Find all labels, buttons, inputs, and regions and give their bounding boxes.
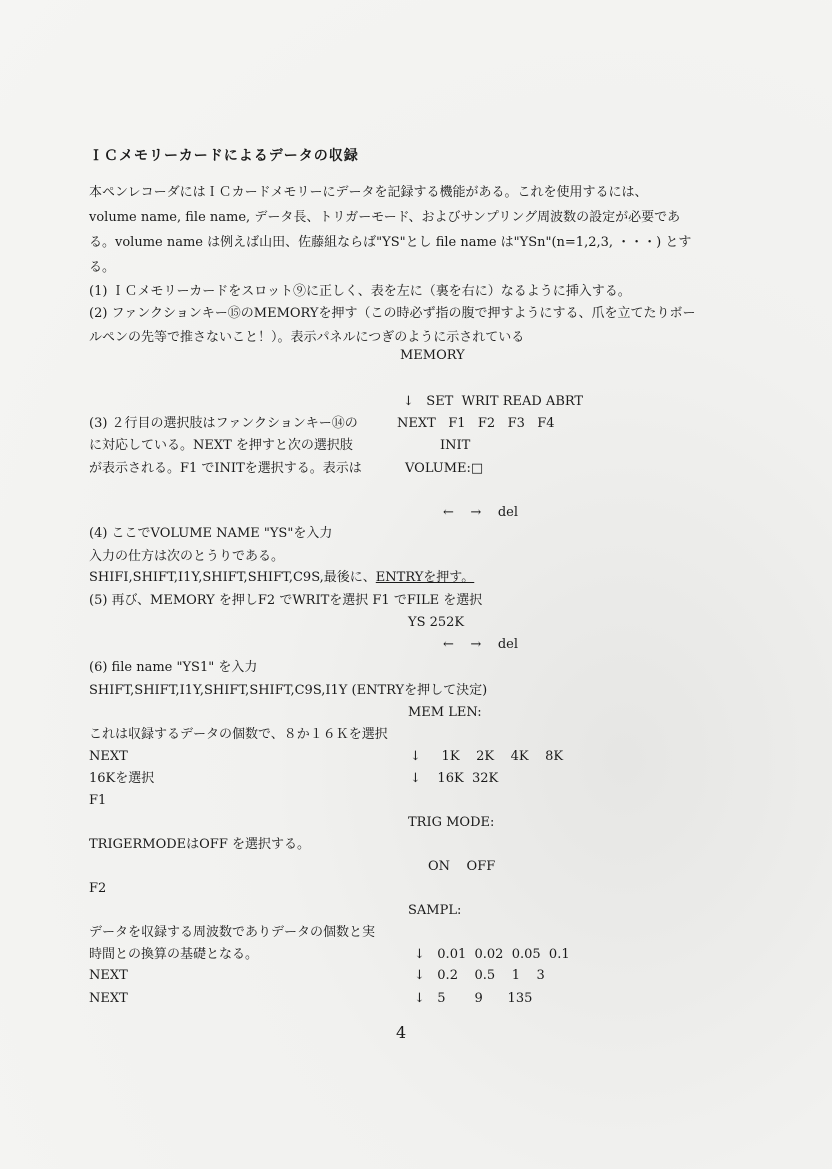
display-ys: YS 252K (408, 615, 465, 630)
sampl-description: 時間との換算の基礎となる。 (89, 947, 259, 962)
display-arrows: ← → del (443, 637, 519, 652)
display-init: INIT (440, 438, 471, 453)
display-volume: VOLUME:□ (405, 461, 484, 476)
display-trig: TRIG MODE: (408, 815, 495, 830)
step-2-line: (2) ファンクションキー⑮のMEMORYを押す（この時必ず指の腹で押すようにする、爪を立てたりボー (89, 306, 696, 321)
display-menu-keys: NEXT F1 F2 F3 F4 (397, 416, 555, 431)
display-menu-row: ↓ SET WRIT READ ABRT (403, 394, 584, 409)
step-1: (1) ＩＣメモリーカードをスロット⑨に正しく、表を左に（裏を右に）なるように挿入する。 (89, 284, 631, 299)
display-sampl-row: ↓ 0.2 0.5 1 3 (414, 968, 545, 983)
entry-instruction: ENTRYを押す。 (375, 570, 475, 585)
memlen-description: これは収録するデータの個数で、８か１６Ｋを選択 (89, 727, 388, 742)
intro-line: 本ペンレコーダにはＩＣカードメモリーにデータを記録する機能がある。これを使用するには、 (89, 185, 648, 200)
key-next: NEXT (89, 991, 128, 1006)
section-title: ＩＣメモリーカードによるデータの収録 (89, 148, 359, 164)
step-3-line: (3) ２行目の選択肢はファンクションキー⑭の (89, 416, 358, 431)
trig-description: TRIGERMODEはOFF を選択する。 (89, 837, 310, 852)
key-next: NEXT (89, 968, 128, 983)
intro-line: volume name, file name, データ長、トリガーモード、およびサンプリング周波数の設定が必要であ (89, 210, 681, 225)
sampl-description: データを収録する周波数でありデータの個数と実 (89, 925, 376, 940)
display-memlen: MEM LEN: (408, 705, 482, 720)
display-sampl: SAMPL: (408, 903, 462, 918)
step-6-line: SHIFT,SHIFT,I1Y,SHIFT,SHIFT,C9S,I1Y (ENTRYを押して決定) (89, 683, 488, 698)
display-len-row: ↓ 16K 32K (410, 771, 499, 786)
key-f1: F1 (89, 793, 107, 808)
step-4-line: 入力の仕方は次のとうりである。 (89, 549, 285, 564)
display-onoff: ON OFF (428, 859, 496, 874)
step-2-line: ルペンの先等で推さないこと！）。表示パネルにつぎのように示されている (89, 330, 525, 345)
step-6-line: (6) file name "YS1" を入力 (89, 660, 258, 675)
step-5: (5) 再び、MEMORY を押しF2 でWRITを選択 F1 でFILE を選択 (89, 593, 483, 608)
key-f2: F2 (89, 881, 107, 896)
key-next: NEXT (89, 749, 128, 764)
display-sampl-row: ↓ 0.01 0.02 0.05 0.1 (414, 947, 570, 962)
step-4-sequence: SHIFI,SHIFT,I1Y,SHIFT,SHIFT,C9S,最後に、ENTRYを押す。 (89, 570, 475, 585)
step-3-line: が表示される。F1 でINITを選択する。表示は (89, 461, 362, 476)
intro-line: る。 (89, 260, 116, 275)
display-len-row: ↓ 1K 2K 4K 8K (410, 749, 564, 764)
page-number: 4 (396, 1023, 407, 1042)
intro-line: る。volume name は例えば山田、佐藤組ならば"YS"とし file name は"YSn"(n=1,2,3, ・・・) とす (89, 235, 692, 250)
step-4-line: (4) ここでVOLUME NAME "YS"を入力 (89, 526, 333, 541)
display-sampl-row: ↓ 5 9 135 (414, 991, 533, 1006)
display-memory: MEMORY (400, 348, 465, 363)
step-3-line: に対応している。NEXT を押すと次の選択肢 (89, 438, 353, 453)
key-select-16k: 16Kを選択 (89, 771, 155, 786)
display-arrows: ← → del (443, 505, 519, 520)
